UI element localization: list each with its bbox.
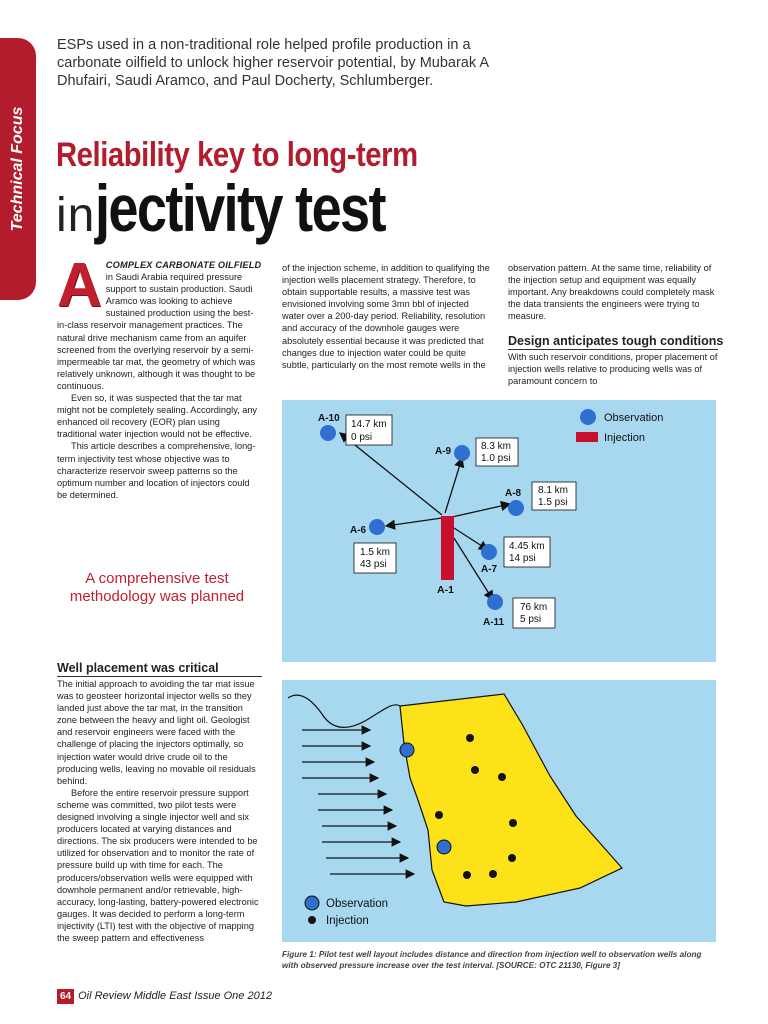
well-label-a10: A-10 — [318, 413, 340, 424]
headline-line1: Reliability key to long-term — [56, 136, 418, 174]
section-tab-label: Technical Focus — [9, 106, 26, 232]
a8-distance: 8.1 km — [538, 485, 569, 496]
column-2 — [282, 262, 492, 371]
a6-distance: 1.5 km — [360, 547, 391, 558]
info-box-a6 — [354, 543, 396, 573]
legend — [576, 409, 663, 444]
well-a7 — [481, 544, 497, 560]
legend2-observation-marker — [305, 896, 319, 910]
intro-standfirst: ESPs used in a non-traditional role helped profile production in a carbonate oilfield to unlock higher reservoir potential, by Mubarak A Dhufairi, Saudi Aramco, and Paul Docherty, Schlumberger. — [57, 37, 489, 89]
arrow-to-a9 — [445, 458, 462, 513]
headline-line2 — [56, 170, 449, 246]
sweep-pattern-diagram — [282, 680, 716, 942]
injector-label: A-1 — [437, 584, 454, 596]
column-3 — [508, 262, 718, 322]
a11-distance: 76 km — [520, 602, 548, 613]
section-heading-design: Design anticipates tough conditions — [508, 334, 724, 348]
well-label-a7: A-7 — [481, 564, 498, 575]
a11-pressure: 5 psi — [520, 614, 542, 625]
pull-quote: A comprehensive test methodology was planned — [69, 570, 245, 605]
column-1 — [57, 251, 262, 501]
legend-injection-marker — [576, 432, 598, 442]
page-number: 64 — [57, 989, 74, 1004]
section-tab — [0, 38, 36, 300]
a6-pressure: 43 psi — [360, 559, 387, 570]
figure-caption: Figure 1: Pilot test well layout includes distance and direction from injection well to observation wells along with observed pressure increase over the test interval. [SOURCE: OTC 21130, Figure 3] — [282, 950, 702, 970]
well-label-a9: A-9 — [435, 446, 452, 457]
well-label-a8: A-8 — [505, 488, 522, 499]
a10-pressure: 0 psi — [351, 432, 373, 443]
well-label-a6: A-6 — [350, 525, 367, 536]
well-layout-diagram — [282, 400, 716, 662]
legend2-injection-marker — [308, 916, 316, 924]
a7-distance: 4.45 km — [509, 541, 545, 552]
paragraph-3: This article describes a comprehensive, long-term injectivity test whose objective was to characterize reservoir sweep patterns so the optimum number and location of injectors could be determined. — [57, 441, 256, 500]
a9-distance: 8.3 km — [481, 441, 512, 452]
info-box-a9 — [476, 438, 518, 466]
legend-observation-label: Observation — [604, 412, 664, 424]
well-a11 — [487, 594, 503, 610]
a7-pressure: 14 psi — [509, 553, 536, 564]
info-box-a8 — [532, 482, 576, 510]
paragraph-8: With such reservoir conditions, proper placement of injection wells relative to producing wells was of paramount concern to — [508, 352, 718, 387]
boundary-line — [288, 695, 400, 727]
injector-well-a1 — [441, 516, 454, 580]
legend2-observation-label: Observation — [326, 898, 389, 910]
lead-in: COMPLEX CARBONATE OILFIELD — [105, 260, 262, 270]
reservoir-zone — [400, 694, 622, 906]
info-box-a7 — [504, 537, 550, 567]
paragraph-1: in Saudi Arabia required pressure support to sustain production. Saudi Aramco was looking to achieve sustained production using the best-in-class reservoir management practices. The natural drive mechanism came from an aquifer screened from the overlying reservoir by a semi-impermeable tar mat, the geometry of which was relatively unknown, although it was thought to be continuous. — [57, 272, 256, 391]
headline-main: jectivity test — [95, 171, 386, 245]
well-a9 — [454, 445, 470, 461]
page-footer — [57, 987, 272, 1005]
paragraph-2: Even so, it was suspected that the tar mat might not be completely sealing. Accordingly, any enhanced oil recovery (EOR) plan using traditional water injection would not be effective. — [57, 393, 258, 440]
publication-name: Oil Review Middle East Issue One 2012 — [78, 990, 272, 1002]
legend-2 — [305, 896, 388, 927]
well-a8 — [508, 500, 524, 516]
legend2-injection-label: Injection — [326, 915, 369, 927]
column-3-lower — [508, 351, 718, 387]
a9-pressure: 1.0 psi — [481, 453, 511, 464]
well-a6 — [369, 519, 385, 535]
figure-well-layout — [282, 400, 716, 662]
injection-arrows — [302, 730, 414, 874]
a10-distance: 14.7 km — [351, 419, 387, 430]
legend-observation-marker — [580, 409, 596, 425]
paragraph-5: Before the entire reservoir pressure support scheme was committed, two pilot tests were designed involving a single injector well and six producers located at varying distances and directions. The six producers were intended to be utilized for observation and to monitor the rate of pressure build up with time for each. The producers/observation wells were equipped with downhole permanent and/or retrievable, high-accuracy, long-lasting, battery-powered electronic gauges. It was decided to perform a long-term injectivity (LTI) test with the objective of mapping the sweep pattern and effectiveness — [57, 787, 259, 943]
figure-sweep-pattern — [282, 680, 716, 942]
a8-pressure: 1.5 psi — [538, 497, 568, 508]
paragraph-6: of the injection scheme, in addition to qualifying the injection wells placement strategy. Therefore, to obtain supportable results, a massive test was envisioned involving some 3mn bbl of injected water over a 200-day period. Reliability, resolution and accuracy of the downhole gauges were absolutely essential because it was predicted that changes due to injection water could be quite subtle, particularly on the most remote wells in the — [282, 263, 490, 370]
well-a10 — [320, 425, 336, 441]
well-label-a11: A-11 — [483, 617, 505, 628]
info-box-a10 — [346, 415, 392, 445]
observation-well-south — [437, 840, 451, 854]
section-heading-well-placement: Well placement was critical — [57, 661, 262, 677]
paragraph-7: observation pattern. At the same time, reliability of the injection setup and equipment was equally important. Any breakdowns could completely mask the data transients the engineers were trying to measure. — [508, 263, 715, 322]
headline-prefix: in — [56, 189, 96, 242]
info-box-a11 — [513, 598, 555, 628]
paragraph-4: The initial approach to avoiding the tar mat issue was to geosteer horizontal injector wells so they landed just above the tar mat, in the transition zone between the heavy and light oil. Geologist and reservoir engineers were faced with the challenge of placing the injectors optimally, so injection water would drive crude oil to the producing wells, leaving no movable oil residuals behind. — [57, 679, 256, 786]
column-1-lower — [57, 678, 265, 944]
observation-well-north — [400, 743, 414, 757]
arrow-to-a6 — [386, 518, 442, 526]
arrow-to-a8 — [452, 504, 510, 517]
legend-injection-label: Injection — [604, 432, 645, 444]
drop-cap: A — [57, 251, 102, 320]
